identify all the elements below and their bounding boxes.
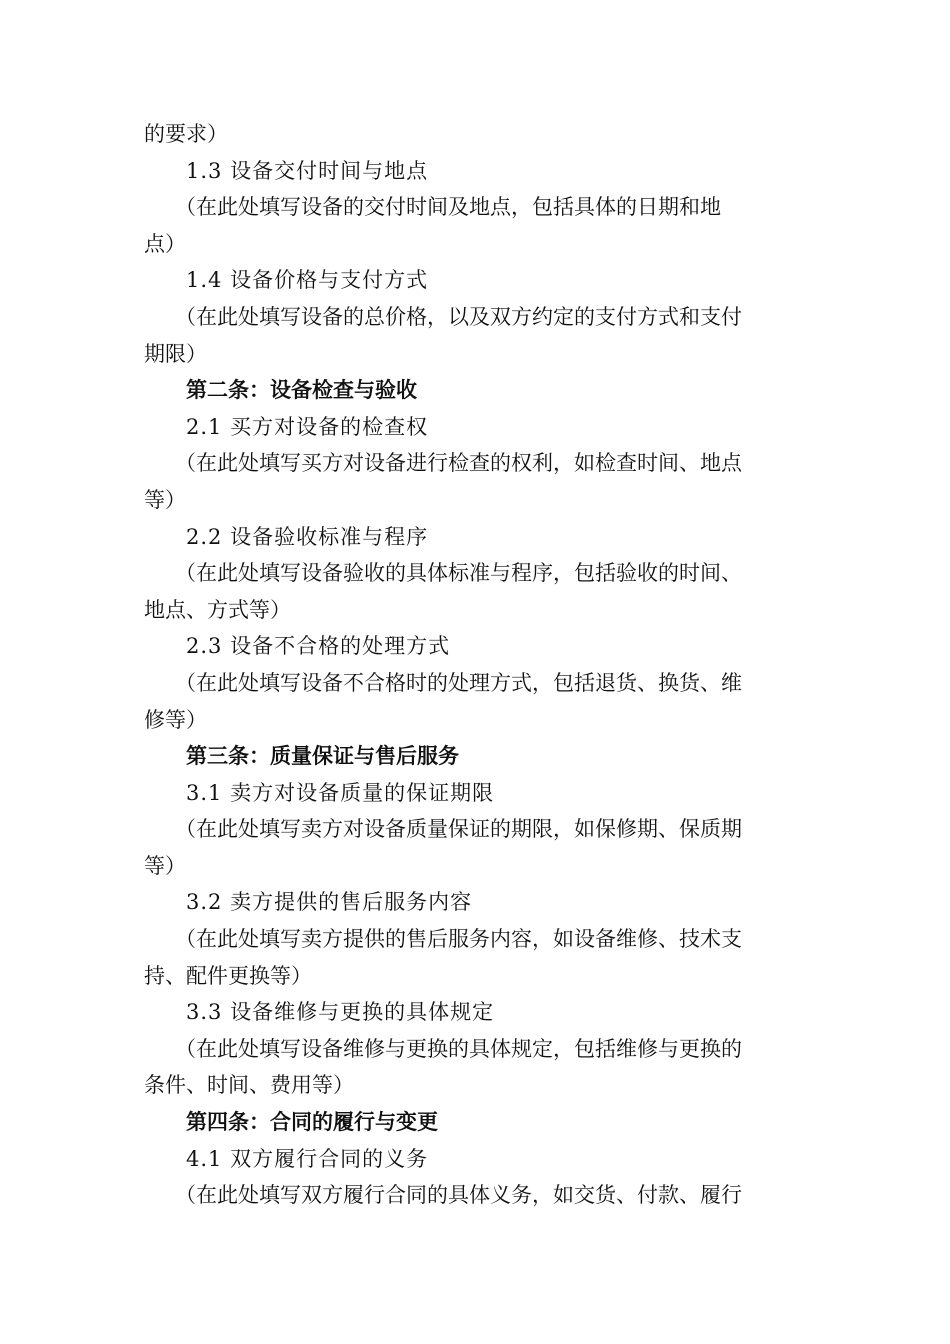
clause-item-3-3: 3.3 设备维修与更换的具体规定 xyxy=(186,1000,495,1025)
text-line-continuation: 等） xyxy=(144,853,186,878)
clause-item-1-4: 1.4 设备价格与支付方式 xyxy=(186,268,429,293)
text-line-continuation: 的要求） xyxy=(144,122,228,146)
article-heading-4: 第四条：合同的履行与变更 xyxy=(186,1110,438,1135)
text-line-continuation: 等） xyxy=(144,487,186,512)
text-line-continuation: 地点、方式等） xyxy=(144,597,291,622)
placeholder-note: （在此处填写卖方对设备质量保证的期限，如保修期、保质期 xyxy=(175,817,742,842)
text-line-continuation: 期限） xyxy=(144,341,207,366)
clause-item-2-3: 2.3 设备不合格的处理方式 xyxy=(186,634,451,659)
clause-item-3-1: 3.1 卖方对设备质量的保证期限 xyxy=(186,780,495,805)
placeholder-note: （在此处填写设备的交付时间及地点，包括具体的日期和地 xyxy=(175,195,721,220)
article-heading-3: 第三条：质量保证与售后服务 xyxy=(186,744,459,769)
text-line-continuation: 修等） xyxy=(144,707,207,732)
clause-item-2-1: 2.1 买方对设备的检查权 xyxy=(186,414,429,439)
placeholder-note: （在此处填写买方对设备进行检查的权利，如检查时间、地点 xyxy=(175,451,742,476)
text-line-continuation: 持、配件更换等） xyxy=(144,963,312,988)
text-line-continuation: 条件、时间、费用等） xyxy=(144,1073,354,1098)
article-heading-2: 第二条：设备检查与验收 xyxy=(186,378,417,403)
clause-item-3-2: 3.2 卖方提供的售后服务内容 xyxy=(186,890,473,915)
clause-item-4-1: 4.1 双方履行合同的义务 xyxy=(186,1146,429,1171)
placeholder-note: （在此处填写设备不合格时的处理方式，包括退货、换货、维 xyxy=(175,670,742,695)
clause-item-2-2: 2.2 设备验收标准与程序 xyxy=(186,524,429,549)
placeholder-note: （在此处填写设备维修与更换的具体规定，包括维修与更换的 xyxy=(175,1036,742,1061)
placeholder-note: （在此处填写双方履行合同的具体义务，如交货、付款、履行 xyxy=(175,1183,742,1208)
clause-item-1-3: 1.3 设备交付时间与地点 xyxy=(186,158,429,183)
placeholder-note: （在此处填写卖方提供的售后服务内容，如设备维修、技术支 xyxy=(175,927,742,952)
placeholder-note: （在此处填写设备验收的具体标准与程序，包括验收的时间、 xyxy=(175,561,742,586)
text-line-continuation: 点） xyxy=(144,231,186,256)
placeholder-note: （在此处填写设备的总价格，以及双方约定的支付方式和支付 xyxy=(175,304,742,329)
document-body xyxy=(144,116,808,1214)
